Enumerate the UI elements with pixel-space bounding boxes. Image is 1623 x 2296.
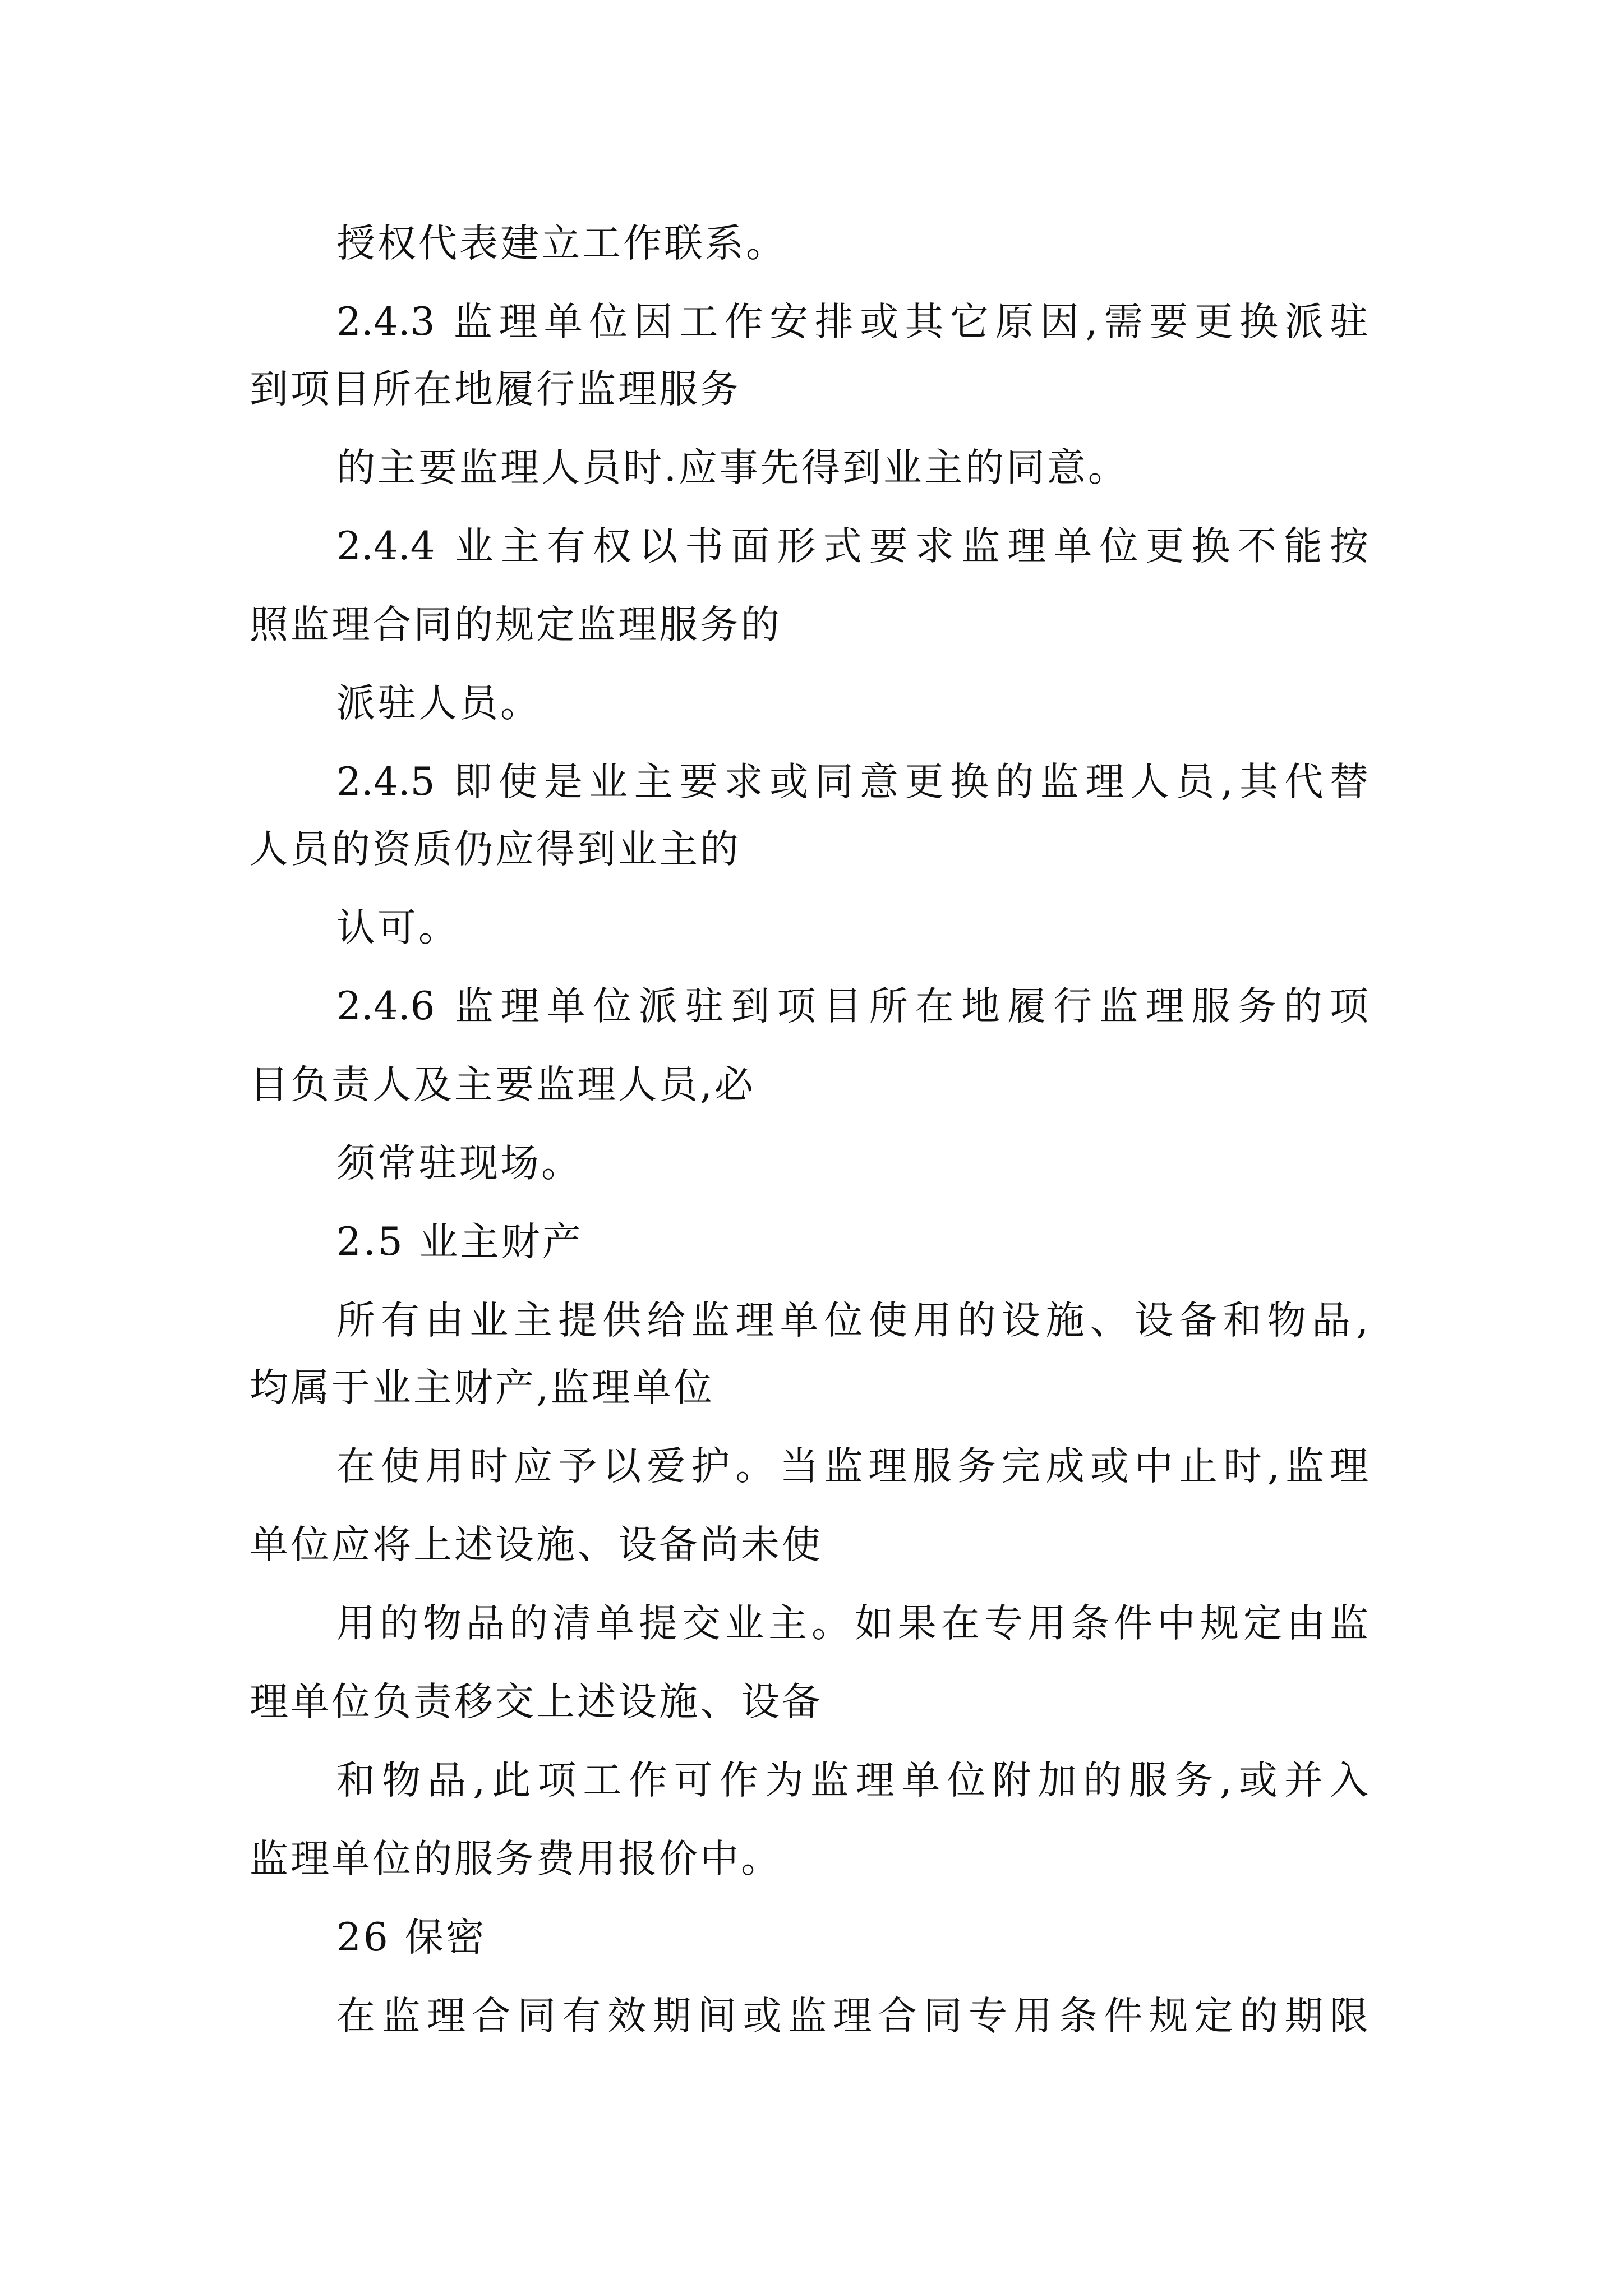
text-line: 须常驻现场。	[336, 1141, 582, 1186]
text-line: 监理单位的服务费用报价中。	[250, 1837, 782, 1881]
text-line: 所有由业主提供给监理单位使用的设施、设备和物品,	[336, 1298, 1368, 1343]
text-line: 授权代表建立工作联系。	[336, 221, 787, 266]
text-line: 在使用时应予以爱护。当监理服务完成或中止时,监理	[336, 1444, 1368, 1489]
section-heading: 2.5 业主财产	[336, 1220, 583, 1264]
text-line: 2.4.3 监理单位因工作安排或其它原因,需要更换派驻	[336, 300, 1368, 344]
text-line: 2.4.5 即使是业主要求或同意更换的监理人员,其代替	[336, 760, 1368, 804]
text-line: 2.4.6 监理单位派驻到项目所在地履行监理服务的项	[336, 984, 1368, 1029]
text-line: 2.4.4 业主有权以书面形式要求监理单位更换不能按	[336, 524, 1368, 569]
text-line: 派驻人员。	[336, 681, 541, 726]
text-line: 用的物品的清单提交业主。如果在专用条件中规定由监	[336, 1601, 1368, 1646]
text-line: 人员的资质仍应得到业主的	[250, 827, 741, 872]
text-line: 认可。	[336, 905, 459, 950]
section-heading: 26 保密	[336, 1915, 487, 1960]
text-line: 理单位负责移交上述设施、设备	[250, 1680, 823, 1724]
text-line: 在监理合同有效期间或监理合同专用条件规定的期限	[336, 1994, 1368, 2039]
text-line: 和物品,此项工作可作为监理单位附加的服务,或并入	[336, 1758, 1368, 1803]
text-line: 均属于业主财产,监理单位	[250, 1365, 714, 1410]
text-line: 到项目所在地履行监理服务	[250, 367, 741, 412]
text-line: 的主要监理人员时.应事先得到业主的同意。	[336, 445, 1129, 490]
text-line: 单位应将上述设施、设备尚未使	[250, 1522, 823, 1567]
text-line: 照监理合同的规定监理服务的	[250, 602, 782, 647]
text-line: 目负责人及主要监理人员,必	[250, 1062, 755, 1107]
